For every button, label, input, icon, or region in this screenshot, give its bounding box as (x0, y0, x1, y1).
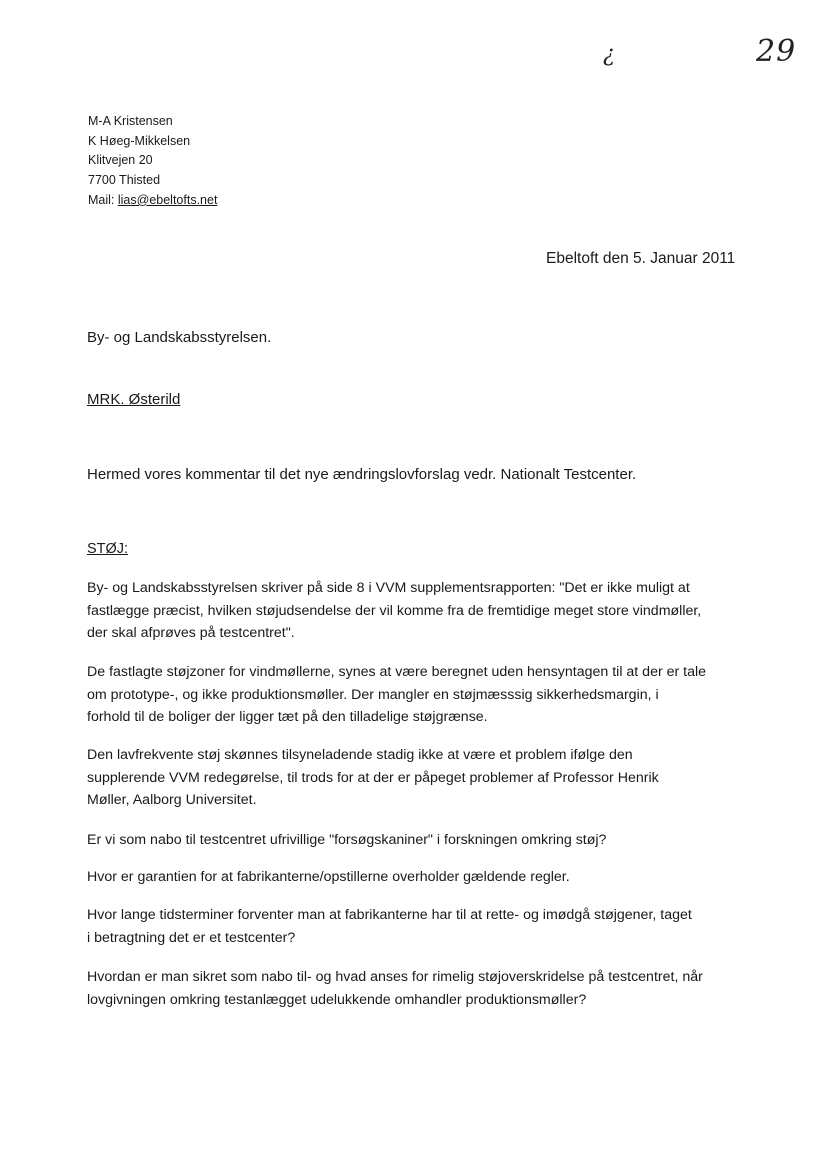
sender-mail-line (88, 191, 217, 211)
recipient: By- og Landskabsstyrelsen. (87, 329, 272, 346)
reference-line: MRK. Østerild (87, 391, 181, 408)
paragraph (87, 744, 777, 812)
sender-name-2: K Høeg-Mikkelsen (88, 133, 191, 148)
sender-name-1: M-A Kristensen (88, 114, 173, 128)
handwritten-mark: ¿ (603, 42, 615, 67)
paragraph-line: Hvordan er man sikret som nabo til- og hvad anses for rimelig støjoverskridelse på testcentret, når (87, 969, 703, 985)
paragraph (87, 904, 777, 949)
paragraph (87, 866, 777, 889)
paragraph-line: lovgivningen omkring testanlægget udelukkende omhandler produktionsmøller? (87, 991, 587, 1008)
paragraph-line: om prototype-, og ikke produktionsmøller. Der mangler en støjmæsssig sikkerhedsmargin, i (87, 686, 659, 703)
paragraph-line: der skal afprøves på testcentret". (87, 625, 295, 641)
paragraph (87, 661, 777, 729)
sender-address-block (88, 112, 217, 211)
paragraph-line: fastlægge præcist, hvilken støjudsendelse der vil komme fra de fremtidige meget store vindmøller, (87, 602, 702, 619)
paragraph (87, 966, 777, 1011)
sender-street: Klitvejen 20 (88, 153, 153, 168)
paragraph-line: De fastlagte støjzoner for vindmøllerne, synes at være beregnet uden hensyntagen til at der er tale (87, 664, 707, 680)
handwritten-page-number: 29 (756, 34, 797, 69)
paragraph (87, 829, 777, 852)
paragraph-line: i betragtning det er et testcenter? (87, 929, 296, 946)
sender-mail-label: Mail: (88, 192, 118, 207)
paragraph-line: supplerende VVM redegørelse, til trods for at der er påpeget problemer af Professor Henrik (87, 769, 659, 786)
intro-sentence: Hermed vores kommentar til det nye ændringslovforslag vedr. Nationalt Testcenter. (87, 466, 637, 483)
paragraph-line: By- og Landskabsstyrelsen skriver på side 8 i VVM supplementsrapporten: "Det er ikke muligt at (87, 580, 690, 596)
sender-mail-link[interactable]: lias@ebeltofts.net (117, 192, 218, 207)
paragraph-line: Hvor er garantien for at fabrikanterne/opstillerne overholder gældende regler. (87, 869, 570, 885)
paragraph-line: forhold til de boliger der ligger tæt på den tilladelige støjgrænse. (87, 709, 488, 725)
section-heading: STØJ: (87, 541, 129, 557)
sender-city: 7700 Thisted (88, 173, 161, 188)
paragraph (87, 577, 777, 645)
paragraph-line: Hvor lange tidsterminer forventer man at fabrikanterne har til at rette- og imødgå støjgener, taget (87, 907, 692, 923)
paragraph-line: Møller, Aalborg Universitet. (87, 792, 257, 808)
paragraph-line: Den lavfrekvente støj skønnes tilsyneladende stadig ikke at være et problem ifølge den (87, 747, 633, 763)
date-line: Ebeltoft den 5. Januar 2011 (546, 250, 736, 267)
paragraph-line: Er vi som nabo til testcentret ufrivillige "forsøgskaniner" i forskningen omkring støj? (87, 832, 607, 848)
